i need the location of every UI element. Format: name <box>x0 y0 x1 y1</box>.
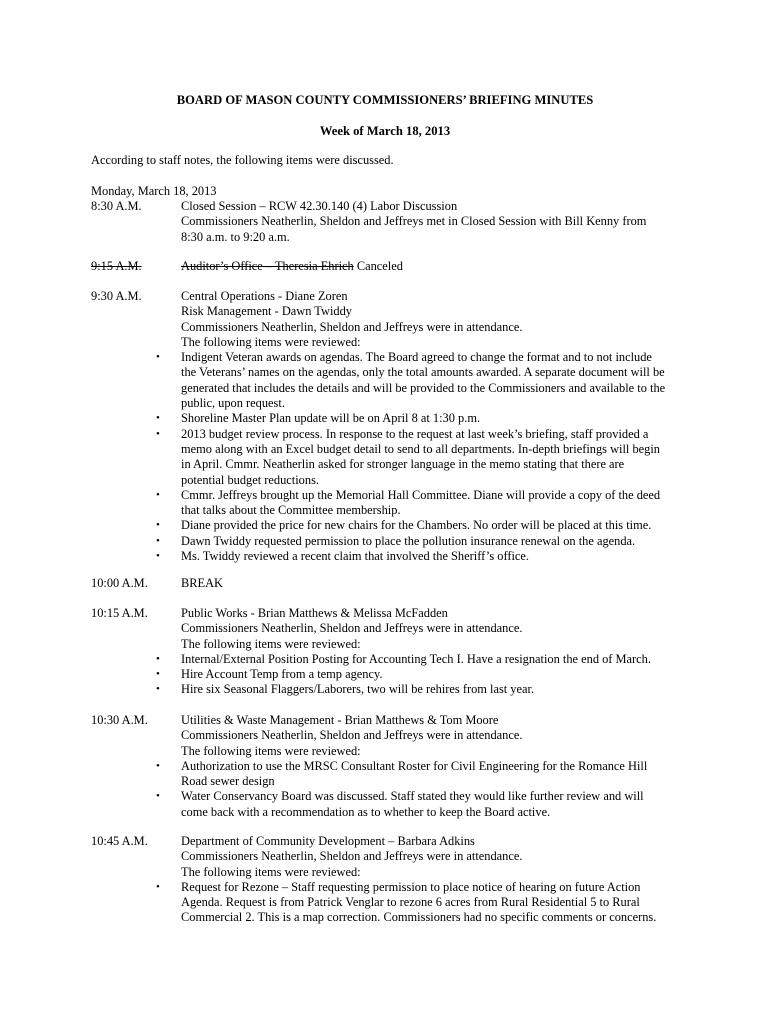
bullet-line: Hire six Seasonal Flaggers/Laborers, two will be rehires from last year. <box>181 682 535 697</box>
entry-line: Risk Management - Dawn Twiddy <box>181 304 352 319</box>
entry-line: Public Works - Brian Matthews & Melissa McFadden <box>181 606 448 620</box>
bullet-marker: • <box>156 790 160 803</box>
bullet-line: come back with a recommendation as to whether to keep the Board active. <box>181 804 551 819</box>
entry-line: Closed Session – RCW 42.30.140 (4) Labor Discussion <box>181 199 458 213</box>
entry-time: 9:30 A.M. <box>91 289 142 303</box>
intro-paragraph: According to staff notes, the following items were discussed. <box>91 153 394 167</box>
bullet-item <box>156 518 681 533</box>
entry-line: The following items were reviewed: <box>181 334 361 349</box>
struck-item-text: Auditor’s Office – Theresia Ehrich <box>181 259 354 273</box>
entry-time: 10:45 A.M. <box>91 834 148 848</box>
entry-time: 10:15 A.M. <box>91 606 148 620</box>
entry-line: Commissioners Neatherlin, Sheldon and Jeffreys were in attendance. <box>181 849 523 864</box>
bullet-list <box>156 758 681 820</box>
entry-time: 10:30 A.M. <box>91 713 148 727</box>
entry-time: 8:30 A.M. <box>91 199 142 213</box>
bullet-marker: • <box>156 652 160 665</box>
entry-line: BREAK <box>181 576 223 590</box>
bullet-line: potential budget reductions. <box>181 472 319 487</box>
bullet-line: Ms. Twiddy reviewed a recent claim that involved the Sheriff’s office. <box>181 549 530 564</box>
bullet-marker: • <box>156 427 160 440</box>
bullet-marker: • <box>156 534 160 547</box>
entry-line: Commissioners Neatherlin, Sheldon and Jeffreys were in attendance. <box>181 621 523 636</box>
bullet-item <box>156 682 681 697</box>
entry-line: Commissioners Neatherlin, Sheldon and Jeffreys were in attendance. <box>181 728 523 743</box>
bullet-line: Request for Rezone – Staff requesting permission to place notice of hearing on future Action <box>181 879 641 894</box>
bullet-list <box>156 350 681 564</box>
bullet-item <box>156 758 681 790</box>
document-title: BOARD OF MASON COUNTY COMMISSIONERS’ BRIEFING MINUTES <box>176 93 594 107</box>
entry-body <box>156 834 681 926</box>
bullet-item <box>156 879 681 926</box>
entry-line: Commissioners Neatherlin, Sheldon and Jeffreys met in Closed Session with Bill Kenny from <box>181 214 647 229</box>
bullet-line: Water Conservancy Board was discussed. Staff stated they would like further review and will <box>181 789 644 804</box>
bullet-marker: • <box>156 759 160 772</box>
entry-body <box>181 576 681 591</box>
bullet-line: Indigent Veteran awards on agendas. The Board agreed to change the format and to not include <box>181 350 652 365</box>
bullet-item <box>156 651 681 667</box>
meeting-day: Monday, March 18, 2013 <box>91 184 217 198</box>
bullet-item <box>156 411 681 426</box>
bullet-line: Agenda. Request is from Patrick Venglar to rezone 6 acres from Rural Residential 5 to Rural <box>181 895 640 910</box>
entry-body <box>156 289 681 564</box>
entry-line: Utilities & Waste Management - Brian Matthews & Tom Moore <box>181 713 499 727</box>
entry-line: 8:30 a.m. to 9:20 a.m. <box>181 229 290 244</box>
bullet-line: Cmmr. Jeffreys brought up the Memorial Hall Committee. Diane will provide a copy of the deed <box>181 487 661 502</box>
entry-line: Commissioners Neatherlin, Sheldon and Jeffreys were in attendance. <box>181 319 523 334</box>
entry-body <box>156 713 681 820</box>
entry-line: Department of Community Development – Barbara Adkins <box>181 834 475 848</box>
bullet-line: 2013 budget review process. In response to the request at last week’s briefing, staff provided a <box>181 426 649 441</box>
entry-line: Central Operations - Diane Zoren <box>181 289 348 303</box>
bullet-marker: • <box>156 351 160 364</box>
bullet-list <box>156 651 681 698</box>
bullet-line: in April. Cmmr. Neatherlin asked for stronger language in the memo stating that there are <box>181 457 625 472</box>
entry-body <box>156 606 681 698</box>
bullet-marker: • <box>156 488 160 501</box>
bullet-line: Commercial 2. This is a map correction. Commissioners had no specific comments or concerns. <box>181 910 657 925</box>
bullet-line: Hire Account Temp from a temp agency. <box>181 667 383 682</box>
bullet-line: that talks about the Committee membership. <box>181 503 401 518</box>
bullet-item <box>156 667 681 682</box>
bullet-line: Authorization to use the MRSC Consultant Roster for Civil Engineering for the Romance Hill <box>181 758 648 773</box>
entry-line: The following items were reviewed: <box>181 864 361 879</box>
bullet-item <box>156 426 681 488</box>
bullet-list <box>156 879 681 926</box>
bullet-marker: • <box>156 550 160 563</box>
bullet-line: Dawn Twiddy requested permission to place the pollution insurance renewal on the agenda. <box>181 533 636 548</box>
document-week: Week of March 18, 2013 <box>319 124 451 138</box>
bullet-line: public, upon request. <box>181 396 285 411</box>
entry-line: The following items were reviewed: <box>181 743 361 758</box>
bullet-item <box>156 533 681 549</box>
bullet-item <box>156 549 681 564</box>
bullet-marker: • <box>156 668 160 681</box>
bullet-item <box>156 487 681 519</box>
bullet-line: memo along with an Excel budget detail to send to all departments. In-depth briefings will begin <box>181 441 660 456</box>
entry-line: The following items were reviewed: <box>181 636 361 651</box>
bullet-item <box>156 350 681 411</box>
bullet-line: Shoreline Master Plan update will be on April 8 at 1:30 p.m. <box>181 411 481 426</box>
bullet-marker: • <box>156 412 160 425</box>
bullet-line: the Veterans’ names on the agendas, only the total amounts awarded. A separate document will be <box>181 365 665 380</box>
bullet-line: Road sewer design <box>181 774 275 789</box>
bullet-line: Diane provided the price for new chairs for the Chambers. No order will be placed at this time. <box>181 518 652 533</box>
bullet-item <box>156 789 681 820</box>
entry-time: 9:15 A.M. <box>91 259 142 273</box>
canceled-label: Canceled <box>353 259 403 273</box>
entry-body <box>181 259 681 274</box>
entry-body <box>181 199 681 245</box>
bullet-line: generated that includes the details and will be provided to the Commissioners and available to the <box>181 380 666 395</box>
bullet-line: Internal/External Position Posting for Accounting Tech I. Have a resignation the end of March. <box>181 651 651 666</box>
bullet-marker: • <box>156 683 160 696</box>
bullet-marker: • <box>156 880 160 893</box>
bullet-marker: • <box>156 519 160 532</box>
entry-time: 10:00 A.M. <box>91 576 148 590</box>
